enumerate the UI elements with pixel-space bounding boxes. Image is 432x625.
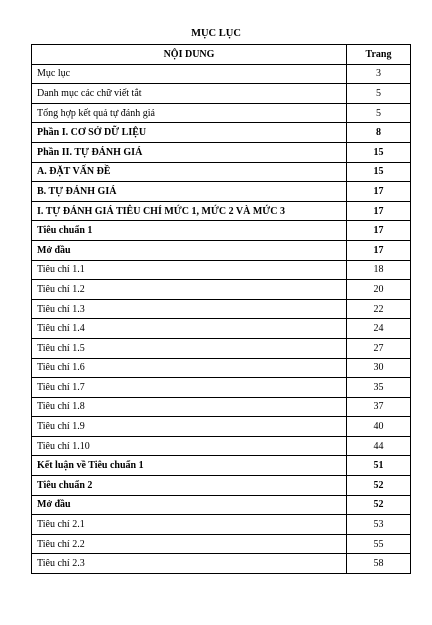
entry-title: Tiêu chí 1.1 — [32, 260, 347, 280]
table-row — [32, 397, 411, 417]
table-row — [32, 240, 411, 260]
entry-title: Danh mục các chữ viết tắt — [32, 84, 347, 104]
table-of-contents — [31, 44, 411, 574]
table-row — [32, 103, 411, 123]
entry-title: Phần II. TỰ ĐÁNH GIÁ — [32, 142, 347, 162]
entry-title: Tiêu chí 1.9 — [32, 417, 347, 437]
entry-title: Tiêu chí 1.5 — [32, 338, 347, 358]
entry-title: Tiêu chí 1.4 — [32, 319, 347, 339]
table-row — [32, 534, 411, 554]
entry-title: Mở đầu — [32, 495, 347, 515]
entry-title: Kết luận về Tiêu chuẩn 1 — [32, 456, 347, 476]
entry-page-number: 22 — [347, 299, 411, 319]
entry-title: Tổng hợp kết quả tự đánh giá — [32, 103, 347, 123]
entry-page-number: 27 — [347, 338, 411, 358]
entry-title: Mở đầu — [32, 240, 347, 260]
entry-page-number: 8 — [347, 123, 411, 143]
content-column-header: NỘI DUNG — [32, 45, 347, 65]
entry-title: Tiêu chí 2.2 — [32, 534, 347, 554]
entry-title: Phần I. CƠ SỞ DỮ LIỆU — [32, 123, 347, 143]
entry-page-number: 53 — [347, 515, 411, 535]
table-row — [32, 123, 411, 143]
table-row — [32, 260, 411, 280]
table-row — [32, 319, 411, 339]
entry-page-number: 40 — [347, 417, 411, 437]
entry-page-number: 17 — [347, 201, 411, 221]
table-row — [32, 495, 411, 515]
entry-page-number: 30 — [347, 358, 411, 378]
entry-title: Tiêu chí 1.2 — [32, 280, 347, 300]
entry-page-number: 17 — [347, 182, 411, 202]
table-row — [32, 417, 411, 437]
entry-page-number: 5 — [347, 84, 411, 104]
table-row — [32, 456, 411, 476]
table-body — [32, 64, 411, 573]
entry-title: Tiêu chí 1.8 — [32, 397, 347, 417]
entry-page-number: 15 — [347, 142, 411, 162]
entry-page-number: 17 — [347, 240, 411, 260]
entry-page-number: 3 — [347, 64, 411, 84]
entry-page-number: 52 — [347, 495, 411, 515]
entry-page-number: 52 — [347, 476, 411, 496]
table-row — [32, 338, 411, 358]
entry-title: Tiêu chí 2.3 — [32, 554, 347, 574]
entry-page-number: 20 — [347, 280, 411, 300]
entry-title: Tiêu chí 1.10 — [32, 436, 347, 456]
entry-page-number: 51 — [347, 456, 411, 476]
entry-page-number: 58 — [347, 554, 411, 574]
table-row — [32, 221, 411, 241]
table-row — [32, 162, 411, 182]
entry-title: Tiêu chí 1.7 — [32, 378, 347, 398]
table-row — [32, 476, 411, 496]
entry-page-number: 15 — [347, 162, 411, 182]
table-row — [32, 201, 411, 221]
entry-title: I. TỰ ĐÁNH GIÁ TIÊU CHÍ MỨC 1, MỨC 2 VÀ MỨC 3 — [32, 201, 347, 221]
table-row — [32, 84, 411, 104]
entry-page-number: 5 — [347, 103, 411, 123]
table-row — [32, 299, 411, 319]
entry-page-number: 37 — [347, 397, 411, 417]
page-column-header: Trang — [347, 45, 411, 65]
entry-title: B. TỰ ĐÁNH GIÁ — [32, 182, 347, 202]
table-row — [32, 182, 411, 202]
entry-title: Tiêu chuẩn 1 — [32, 221, 347, 241]
entry-title: A. ĐẶT VẤN ĐỀ — [32, 162, 347, 182]
table-row — [32, 142, 411, 162]
entry-page-number: 18 — [347, 260, 411, 280]
entry-page-number: 55 — [347, 534, 411, 554]
entry-page-number: 35 — [347, 378, 411, 398]
entry-title: Tiêu chí 1.3 — [32, 299, 347, 319]
entry-page-number: 44 — [347, 436, 411, 456]
entry-title: Tiêu chí 2.1 — [32, 515, 347, 535]
entry-page-number: 17 — [347, 221, 411, 241]
table-row — [32, 358, 411, 378]
entry-title: Tiêu chí 1.6 — [32, 358, 347, 378]
entry-page-number: 24 — [347, 319, 411, 339]
table-row — [32, 515, 411, 535]
page-title: MỤC LỤC — [191, 28, 241, 39]
table-row — [32, 436, 411, 456]
table-row — [32, 280, 411, 300]
table-header-row — [32, 45, 411, 65]
table-row — [32, 378, 411, 398]
entry-title: Tiêu chuẩn 2 — [32, 476, 347, 496]
table-row — [32, 554, 411, 574]
table-row — [32, 64, 411, 84]
entry-title: Mục lục — [32, 64, 347, 84]
